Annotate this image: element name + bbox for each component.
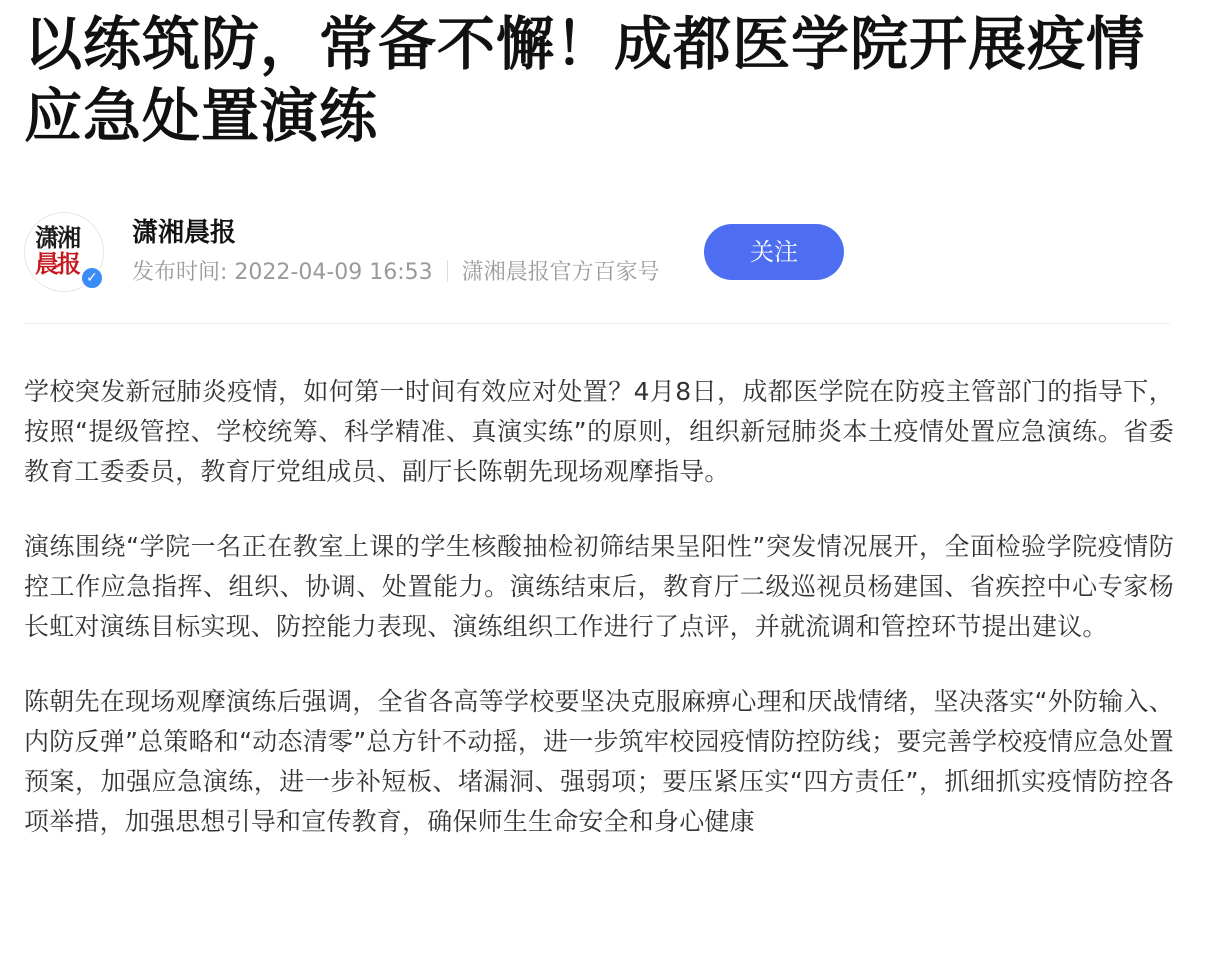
source-account[interactable]: 潇湘晨报官方百家号 bbox=[461, 260, 660, 285]
verified-check-icon: ✓ bbox=[80, 266, 104, 290]
paragraph: 学校突发新冠肺炎疫情，如何第一时间有效应对处置？4月8日，成都医学院在防疫主管部门的指导下，按照“提级管控、学校统筹、科学精准、真演实练”的原则，组织新冠肺炎本土疫情处置应急演练。省委教育工委委员，教育厅党组成员、副厅长陈朝先现场观摩指导。 bbox=[24, 377, 1174, 486]
avatar-logo-line-2: 晨报 bbox=[35, 249, 79, 278]
article-body bbox=[24, 372, 1174, 877]
author-bar bbox=[24, 212, 1170, 324]
article-meta bbox=[132, 258, 660, 288]
follow-button[interactable]: 关注 bbox=[704, 224, 844, 280]
paragraph: 演练围绕“学院一名正在教室上课的学生核酸抽检初筛结果呈阳性”突发情况展开，全面检验学院疫情防控工作应急指挥、组织、协调、处置能力。演练结束后，教育厅二级巡视员杨建国、省疾控中心专家杨长虹对演练目标实现、防控能力表现、演练组织工作进行了点评，并就流调和管控环节提出建议。 bbox=[24, 532, 1174, 641]
meta-divider bbox=[447, 260, 448, 282]
paragraph: 陈朝先在现场观摩演练后强调，全省各高等学校要坚决克服麻痹心理和厌战情绪，坚决落实“外防输入、内防反弹”总策略和“动态清零”总方针不动摇，进一步筑牢校园疫情防控防线；要完善学校疫情应急处置预案，加强应急演练，进一步补短板、堵漏洞、强弱项；要压紧压实“四方责任”，抓细抓实疫情防控各项举措，加强思想引导和宣传教育，确保师生生命安全和身心健康 bbox=[24, 687, 1174, 836]
avatar-logo-line-1: 潇湘 bbox=[35, 223, 79, 252]
author-name[interactable]: 潇湘晨报 bbox=[132, 218, 237, 248]
publish-time: 发布时间: 2022-04-09 16:53 bbox=[132, 260, 433, 285]
article-title: 以练筑防，常备不懈！成都医学院开展疫情应急处置演练 bbox=[24, 10, 1146, 150]
